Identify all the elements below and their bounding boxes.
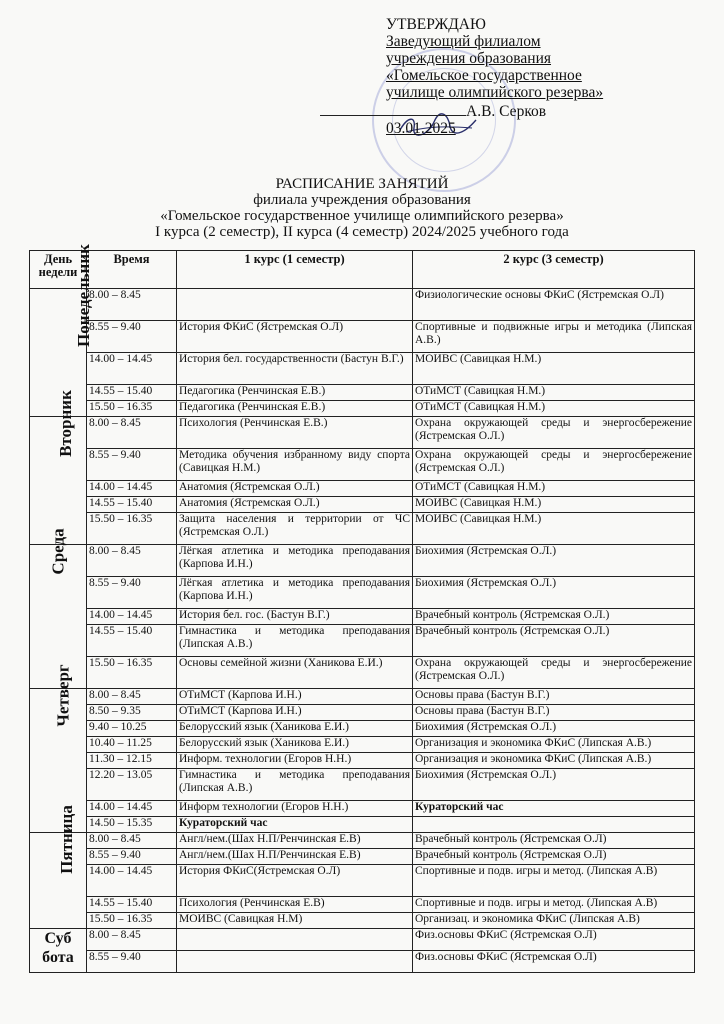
course2-cell: Охрана окружающей среды и энергосбережение (Ястремская О.Л.) xyxy=(413,657,695,689)
time-cell: 8.55 – 9.40 xyxy=(87,849,177,865)
course2-cell: Охрана окружающей среды и энергосбережение (Ястремская О.Л.) xyxy=(413,417,695,449)
day-name: Среда xyxy=(48,528,68,575)
time-cell: 8.00 – 8.45 xyxy=(87,417,177,449)
course1-cell: Анатомия (Ястремская О.Л.) xyxy=(177,481,413,497)
course2-cell: Организац. и экономика ФКиС (Липская А.В) xyxy=(413,913,695,929)
course1-cell: Методика обучения избранному виду спорта (Савицкая Н.М.) xyxy=(177,449,413,481)
course2-cell: Основы права (Бастун В.Г.) xyxy=(413,705,695,721)
table-row xyxy=(30,401,695,417)
course1-cell: Психология (Ренчинская Е.В.) xyxy=(177,417,413,449)
table-row xyxy=(30,577,695,609)
time-cell: 15.50 – 16.35 xyxy=(87,401,177,417)
table-row xyxy=(30,951,695,973)
table-row xyxy=(30,449,695,481)
course2-cell: Спортивные и подв. игры и метод. (Липская А.В) xyxy=(413,865,695,897)
table-row xyxy=(30,769,695,801)
approval-date: 03.01.2025 xyxy=(386,120,456,137)
course1-cell: Основы семейной жизни (Ханикова Е.И.) xyxy=(177,657,413,689)
course1-cell: Белорусский язык (Ханикова Е.И.) xyxy=(177,737,413,753)
course1-cell: Англ/нем.(Шах Н.П/Ренчинская Е.В) xyxy=(177,849,413,865)
day-cell xyxy=(30,390,87,545)
time-cell: 14.00 – 14.45 xyxy=(87,481,177,497)
course2-cell: Биохимия (Ястремская О.Л.) xyxy=(413,545,695,577)
table-row xyxy=(30,481,695,497)
course1-cell: История ФКиС (Ястремская О.Л) xyxy=(177,321,413,353)
course1-cell: Лёгкая атлетика и методика преподавания (Карпова И.Н.) xyxy=(177,545,413,577)
course2-cell: МОИВС (Савицкая Н.М.) xyxy=(413,513,695,545)
course2-cell: Физ.основы ФКиС (Ястремская О.Л) xyxy=(413,951,695,973)
time-cell: 8.55 – 9.40 xyxy=(87,577,177,609)
time-cell: 14.00 – 14.45 xyxy=(87,353,177,385)
day-name: Пятница xyxy=(56,805,76,874)
table-row xyxy=(30,417,695,449)
course1-cell: Информ. технологии (Егоров Н.Н.) xyxy=(177,753,413,769)
time-cell: 15.50 – 16.35 xyxy=(87,913,177,929)
time-cell: 8.00 – 8.45 xyxy=(87,289,177,321)
course2-cell: Врачебный контроль (Ястремская О.Л) xyxy=(413,833,695,849)
signature-underline xyxy=(320,101,466,116)
time-cell: 12.20 – 13.05 xyxy=(87,769,177,801)
course1-cell: История бел. гос. (Бастун В.Г.) xyxy=(177,609,413,625)
table-row xyxy=(30,913,695,929)
course1-cell: Англ/нем.(Шах Н.П/Ренчинская Е.В) xyxy=(177,833,413,849)
table-row xyxy=(30,657,695,689)
course1-cell: Гимнастика и методика преподавания (Липская А.В.) xyxy=(177,769,413,801)
time-cell: 14.55 – 15.40 xyxy=(87,385,177,401)
day-name: Суб бота xyxy=(42,930,74,966)
header-day: День недели xyxy=(30,251,87,289)
course1-cell: Педагогика (Ренчинская Е.В.) xyxy=(177,401,413,417)
approval-signer: А.В. Серков xyxy=(466,103,547,120)
header-time: Время xyxy=(87,251,177,289)
course2-cell: Охрана окружающей среды и энергосбережение (Ястремская О.Л.) xyxy=(413,449,695,481)
approval-line-4: училище олимпийского резерва» xyxy=(386,84,604,101)
course2-cell: Организация и экономика ФКиС (Липская А.В.) xyxy=(413,737,695,753)
table-row xyxy=(30,289,695,321)
table-row xyxy=(30,801,695,817)
course2-cell: Физ.основы ФКиС (Ястремская О.Л) xyxy=(413,929,695,951)
time-cell: 10.40 – 11.25 xyxy=(87,737,177,753)
course2-cell: Спортивные и подв. игры и метод. (Липская А.В) xyxy=(413,897,695,913)
time-cell: 15.50 – 16.35 xyxy=(87,657,177,689)
time-cell: 8.55 – 9.40 xyxy=(87,449,177,481)
day-cell xyxy=(30,929,87,973)
table-row xyxy=(30,865,695,897)
course1-cell: МОИВС (Савицкая Н.М) xyxy=(177,913,413,929)
course2-cell: Биохимия (Ястремская О.Л.) xyxy=(413,721,695,737)
table-row xyxy=(30,513,695,545)
time-cell: 8.00 – 8.45 xyxy=(87,929,177,951)
approval-line-1: Заведующий филиалом xyxy=(386,33,541,50)
day-name: Понедельник xyxy=(73,244,93,347)
table-row xyxy=(30,545,695,577)
approval-signature-line xyxy=(386,101,603,120)
time-cell: 9.40 – 10.25 xyxy=(87,721,177,737)
time-cell: 14.50 – 15.35 xyxy=(87,817,177,833)
time-cell: 11.30 – 12.15 xyxy=(87,753,177,769)
day-name: Вторник xyxy=(55,390,75,457)
time-cell: 14.00 – 14.45 xyxy=(87,609,177,625)
table-row xyxy=(30,353,695,385)
table-row xyxy=(30,929,695,951)
time-cell: 8.00 – 8.45 xyxy=(87,833,177,849)
course2-cell: Врачебный контроль (Ястремская О.Л) xyxy=(413,849,695,865)
course2-cell: Кураторский час xyxy=(413,801,695,817)
header-course2: 2 курс (3 семестр) xyxy=(413,251,695,289)
course1-cell: Анатомия (Ястремская О.Л.) xyxy=(177,497,413,513)
approval-line-2: учреждения образования xyxy=(386,50,552,67)
time-cell: 8.00 – 8.45 xyxy=(87,545,177,577)
course2-cell: МОИВС (Савицкая Н.М.) xyxy=(413,353,695,385)
approval-block xyxy=(386,16,603,137)
course2-cell: ОТиМСТ (Савицкая Н.М.) xyxy=(413,401,695,417)
course1-cell: Кураторский час xyxy=(177,817,413,833)
table-row xyxy=(30,609,695,625)
day-name: Четверг xyxy=(53,664,73,727)
course2-cell: Организация и экономика ФКиС (Липская А.В.) xyxy=(413,753,695,769)
course2-cell: Биохимия (Ястремская О.Л.) xyxy=(413,577,695,609)
time-cell: 15.50 – 16.35 xyxy=(87,513,177,545)
course1-cell: Защита населения и территории от ЧС (Ястремская О.Л.) xyxy=(177,513,413,545)
course1-cell: Белорусский язык (Ханикова Е.И.) xyxy=(177,721,413,737)
time-cell: 8.55 – 9.40 xyxy=(87,321,177,353)
time-cell: 14.55 – 15.40 xyxy=(87,625,177,657)
course2-cell: Биохимия (Ястремская О.Л.) xyxy=(413,769,695,801)
table-row xyxy=(30,849,695,865)
table-row xyxy=(30,817,695,833)
header-course1: 1 курс (1 семестр) xyxy=(177,251,413,289)
course1-cell: Психология (Ренчинская Е.В) xyxy=(177,897,413,913)
table-row xyxy=(30,753,695,769)
course1-cell: Лёгкая атлетика и методика преподавания (Карпова И.Н.) xyxy=(177,577,413,609)
time-cell: 8.50 – 9.35 xyxy=(87,705,177,721)
course2-cell: МОИВС (Савицкая Н.М.) xyxy=(413,497,695,513)
table-row xyxy=(30,625,695,657)
course1-cell: Педагогика (Ренчинская Е.В.) xyxy=(177,385,413,401)
course2-cell: ОТиМСТ (Савицкая Н.М.) xyxy=(413,481,695,497)
table-row xyxy=(30,497,695,513)
title-line-1: РАСПИСАНИЕ ЗАНЯТИЙ xyxy=(275,176,449,192)
table-header-row xyxy=(30,251,695,289)
table-row xyxy=(30,897,695,913)
time-cell: 14.00 – 14.45 xyxy=(87,801,177,817)
table-row xyxy=(30,705,695,721)
table-row xyxy=(30,833,695,849)
table-row xyxy=(30,689,695,705)
time-cell: 14.00 – 14.45 xyxy=(87,865,177,897)
course1-cell xyxy=(177,951,413,973)
course2-cell: Основы права (Бастун В.Г.) xyxy=(413,689,695,705)
title-line-2: филиала учреждения образования xyxy=(253,192,471,208)
approval-line-3: «Гомельское государственное xyxy=(386,67,582,84)
schedule-table xyxy=(29,244,695,973)
course1-cell: Гимнастика и методика преподавания (Липская А.В.) xyxy=(177,625,413,657)
title-line-3: «Гомельское государственное училище олимпийского резерва» xyxy=(160,208,564,224)
course1-cell xyxy=(177,929,413,951)
time-cell: 14.55 – 15.40 xyxy=(87,897,177,913)
table-row xyxy=(30,721,695,737)
time-cell: 8.00 – 8.45 xyxy=(87,689,177,705)
approval-heading: УТВЕРЖДАЮ xyxy=(386,16,486,33)
course2-cell: Физиологические основы ФКиС (Ястремская О.Л) xyxy=(413,289,695,321)
table-row xyxy=(30,321,695,353)
course2-cell: Спортивные и подвижные игры и методика (Липская А.В.) xyxy=(413,321,695,353)
course1-cell: История ФКиС(Ястремская О.Л) xyxy=(177,865,413,897)
title-line-4: I курса (2 семестр), II курса (4 семестр) 2024/2025 учебного года xyxy=(155,224,569,240)
course1-cell: ОТиМСТ (Карпова И.Н.) xyxy=(177,689,413,705)
course2-cell: Врачебный контроль (Ястремская О.Л.) xyxy=(413,609,695,625)
course1-cell: ОТиМСТ (Карпова И.Н.) xyxy=(177,705,413,721)
document-title xyxy=(0,176,724,240)
course1-cell: История бел. государственности (Бастун В.Г.) xyxy=(177,353,413,385)
course2-cell: Врачебный контроль (Ястремская О.Л.) xyxy=(413,625,695,657)
course2-cell xyxy=(413,817,695,833)
course2-cell: ОТиМСТ (Савицкая Н.М.) xyxy=(413,385,695,401)
table-row xyxy=(30,737,695,753)
time-cell: 8.55 – 9.40 xyxy=(87,951,177,973)
course1-cell xyxy=(177,289,413,321)
course1-cell: Информ технологии (Егоров Н.Н.) xyxy=(177,801,413,817)
day-cell xyxy=(30,805,87,929)
table-row xyxy=(30,385,695,401)
time-cell: 14.55 – 15.40 xyxy=(87,497,177,513)
